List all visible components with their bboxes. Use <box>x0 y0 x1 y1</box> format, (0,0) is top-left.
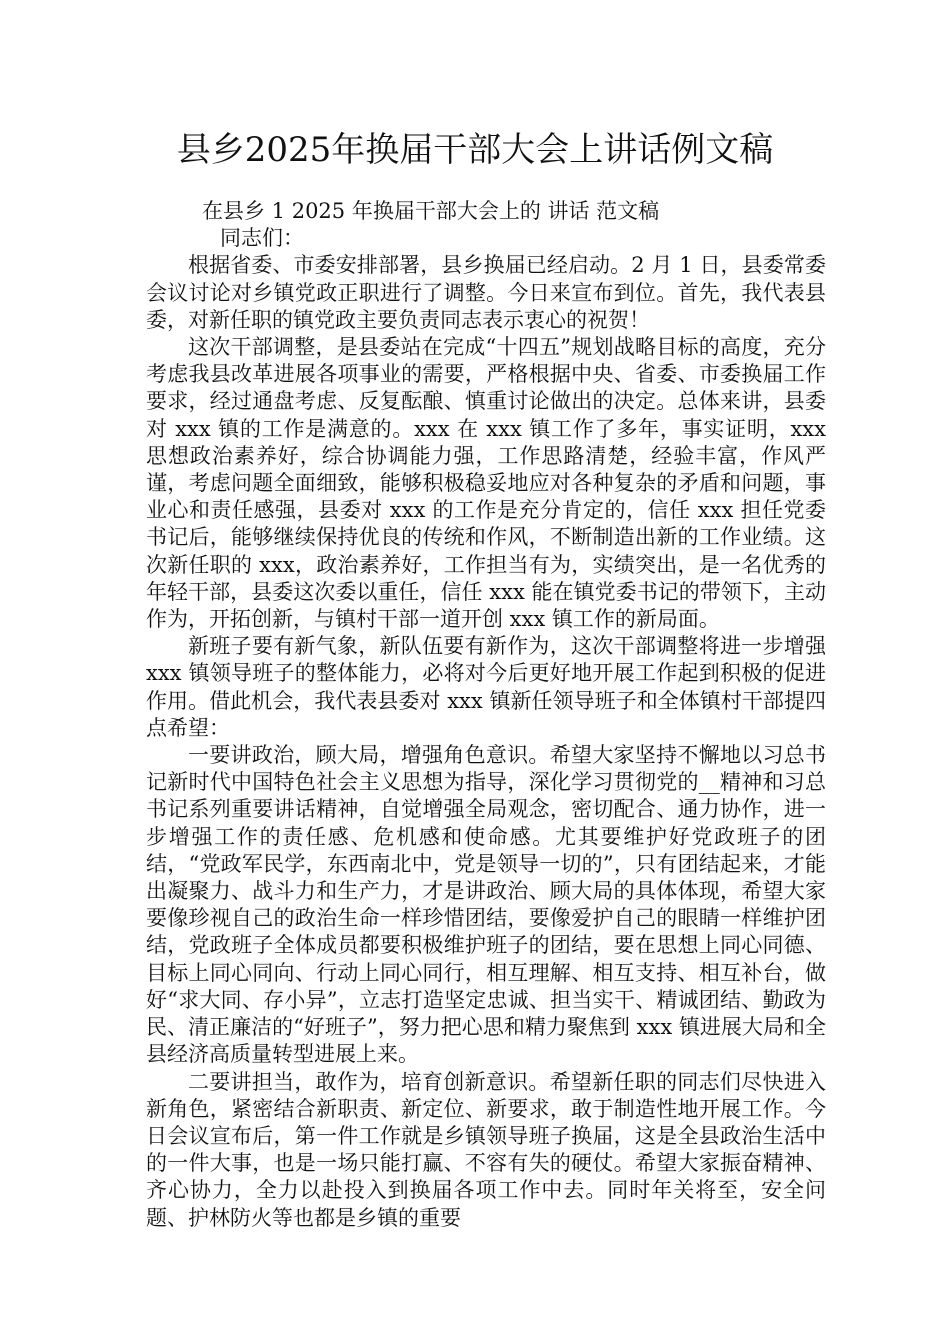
paragraph: 新班子要有新气象，新队伍要有新作为，这次干部调整将进一步增强 xxx 镇领导班子的整体能力，必将对今后更好地开展工作起到积极的促进作用。借此机会，我代表县委对 xxx 镇新任领导班子和全体镇村干部提四点希望： <box>146 634 826 740</box>
document-title: 县乡2025年换届干部大会上讲话例文稿 <box>176 130 774 170</box>
document-subtitle: 在县乡 1 2025 年换届干部大会上的 讲话 范文稿 <box>202 199 660 223</box>
paragraph: 一要讲政治，顾大局，增强角色意识。希望大家坚持不懈地以习总书记新时代中国特色社会主义思想为指导，深化学习贯彻党的__精神和习总书记系列重要讲话精神，自觉增强全局观念，密切配合、通力协作，进一步增强工作的责任感、危机感和使命感。尤其要维护好党政班子的团结，“党政军民学，东西南北中，党是领导一切的”，只有团结起来，才能出凝聚力、战斗力和生产力，才是讲政治、顾大局的具体体现，希望大家要像珍视自己的政治生命一样珍惜团结，要像爱护自己的眼睛一样维护团结，党政班子全体成员都要积极维护班子的团结，要在思想上同心同德、目标上同心同向、行动上同心同行，相互理解、相互支持、相互补台，做好“求大同、存小异”，立志打造坚定忠诚、担当实干、精诚团结、勤政为民、清正廉洁的“好班子”，努力把心思和精力聚焦到 xxx 镇进展大局和全县经济高质量转型进展上来。 <box>146 743 826 1067</box>
paragraph: 二要讲担当，敢作为，培育创新意识。希望新任职的同志们尽快进入新角色，紧密结合新职责、新定位、新要求，敢于制造性地开展工作。今日会议宣布后，第一件工作就是乡镇领导班子换届，这是全县政治生活中的一件大事，也是一场只能打赢、不容有失的硬仗。希望大家振奋精神、齐心协力，全力以赴投入到换届各项工作中去。同时年关将至，安全问题、护林防火等也都是乡镇的重要 <box>146 1069 826 1230</box>
salutation: 同志们： <box>220 226 304 251</box>
paragraph: 这次干部调整，是县委站在完成“十四五”规划战略目标的高度，充分考虑我县改革进展各项事业的需要，严格根据中央、省委、市委换届工作要求，经过通盘考虑、反复酝酿、慎重讨论做出的决定。总体来讲，县委对 xxx 镇的工作是满意的。xxx 在 xxx 镇工作了多年，事实证明，xxx 思想政治素养好，综合协调能力强，工作思路清楚，经验丰富，作风严谨，考虑问题全面细致，能够积极稳妥地应对各种复杂的矛盾和问题，事业心和责任感强，县委对 xxx 的工作是充分肯定的，信任 xxx 担任党委书记后，能够继续保持优良的传统和作风，不断制造出新的工作业绩。这次新任职的 xxx，政治素养好，工作担当有为，实绩突出，是一名优秀的年轻干部，县委这次委以重任，信任 xxx 能在镇党委书记的带领下，主动作为，开拓创新，与镇村干部一道开创 xxx 镇工作的新局面。 <box>146 335 826 632</box>
document-body <box>146 198 826 1232</box>
paragraph: 根据省委、市委安排部署，县乡换届已经启动。2 月 1 日，县委常委会议讨论对乡镇党政正职进行了调整。今日来宣布到位。首先，我代表县委，对新任职的镇党政主要负责同志表示衷心的祝贺！ <box>146 253 826 332</box>
